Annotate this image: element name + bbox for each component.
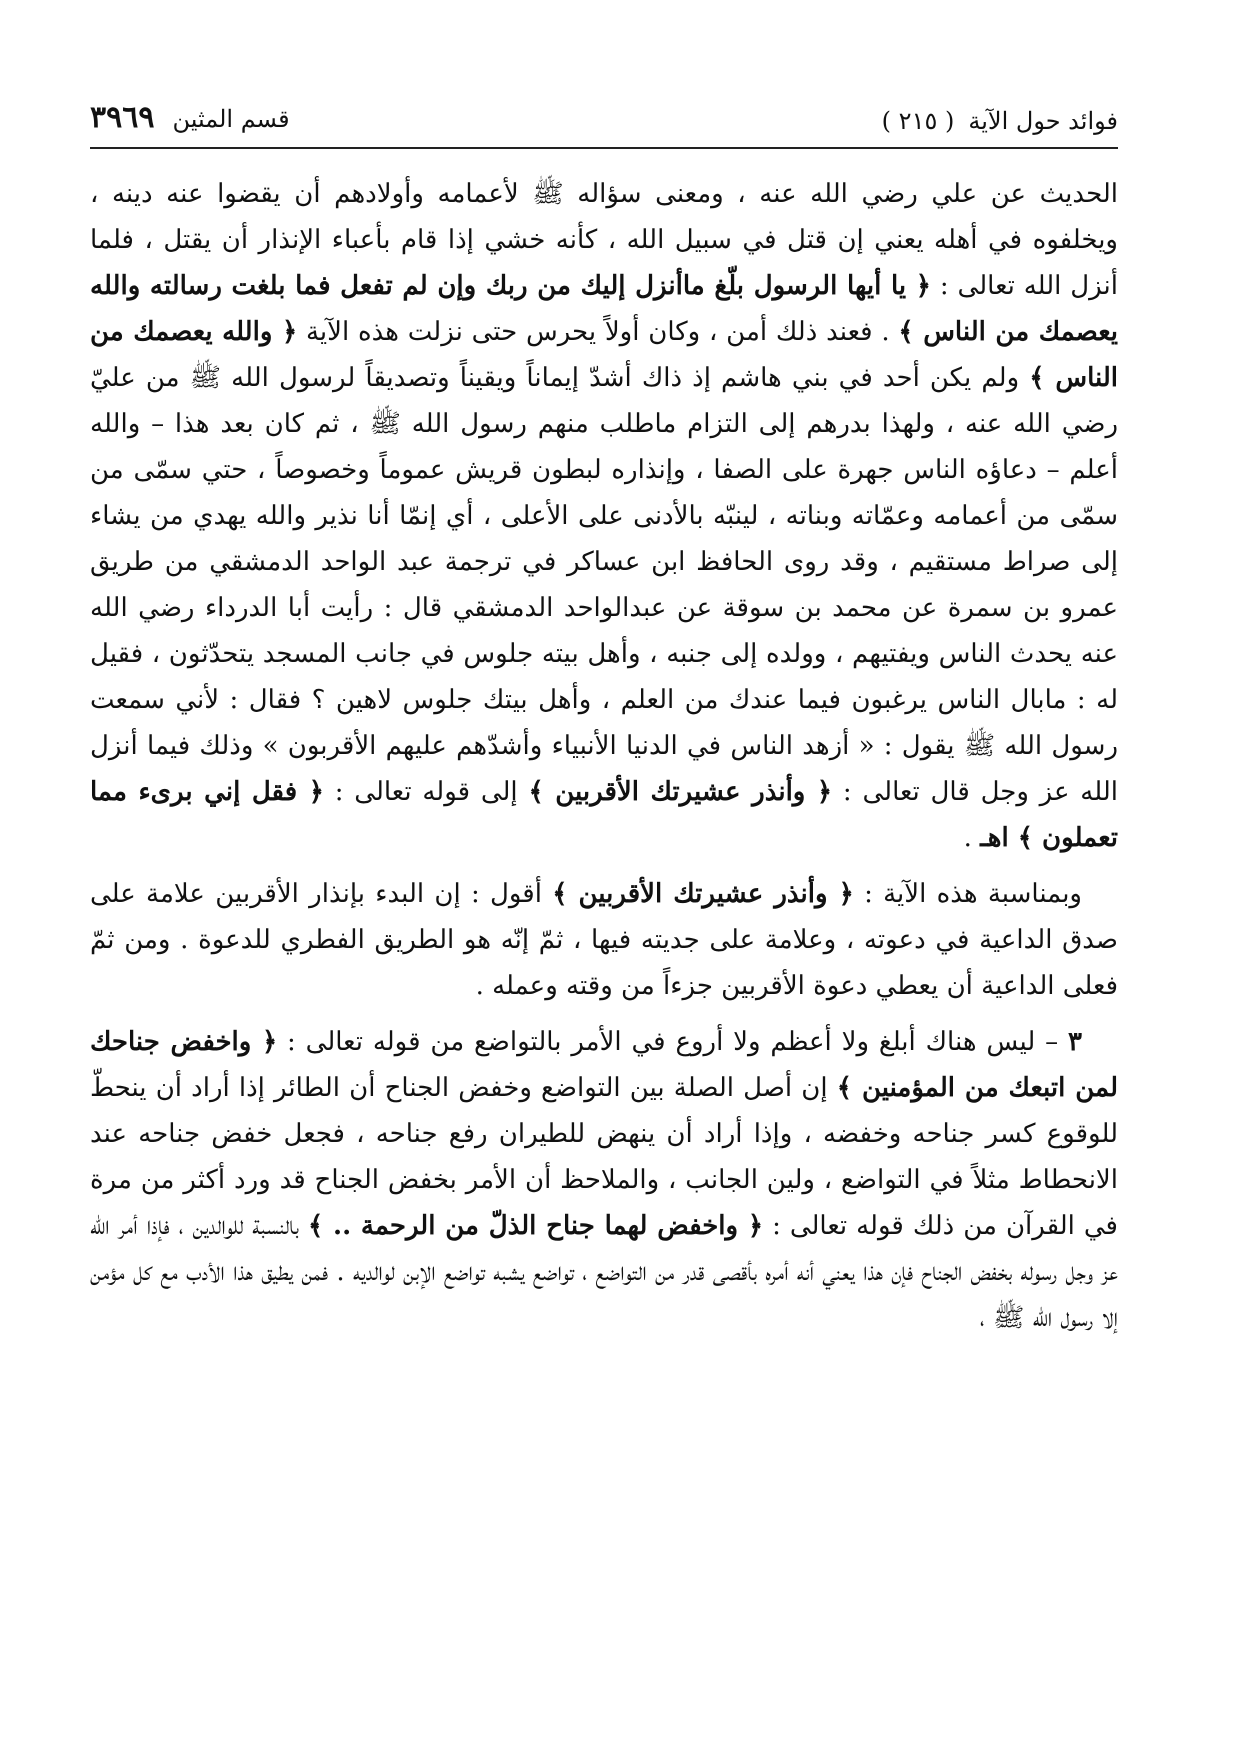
header-rule: [90, 147, 1118, 149]
text-segment: إلى قوله تعالى :: [323, 777, 529, 807]
text-segment: أقول : إن البدء بإنذار الأقربين علامة على صدق الداعية في دعوته ، وعلامة على جديته فيها ، ثمّ إنّه هو الطريق الفطري للدعوة . ومن ثمّ فعلى الداعية أن يعطي دعوة الأقربين جزءاً من وقته وعمله .: [90, 879, 1118, 1001]
text-segment: – ليس هناك أبلغ ولا أعظم ولا أروع في الأمر بالتواضع من قوله تعالى :: [277, 1027, 1069, 1057]
quran-quote: ﴿ وأنذر عشيرتك الأقربين ﴾: [552, 879, 854, 909]
paragraph: [90, 871, 1118, 1009]
quran-quote: ﴿ والله يعصمك من الناس ﴾: [90, 317, 1118, 393]
paragraph: [90, 1019, 1118, 1341]
verse-reference: ( ٢١٥ ): [881, 107, 955, 135]
quran-quote: ٣: [1068, 1027, 1082, 1057]
section-name: قسم المثين: [172, 105, 290, 133]
header-page-group: [90, 100, 290, 135]
text-segment: بالنسبة للوالدين ، فإذا أمر الله عز وجل رسوله بخفض الجناح فإن هذا يعني أنه أمره بأقصى قدر من التواضع ، تواضع يشبه تواضع الإبن لوالديه . فمن يطيق هذا الأدب مع كل مؤمن إلا رسول الله ﷺ ،: [90, 1211, 1118, 1333]
page-number: ٣٩٦٩: [90, 100, 155, 135]
quran-quote: ﴿ يا أيها الرسول بلّغ ماأنزل إليك من ربك وإن لم تفعل فما بلغت رسالته والله يعصمك من الناس ﴾: [90, 271, 1118, 347]
page-header: [90, 85, 1118, 133]
quran-quote: ﴿ فقل إني برىء مما تعملون ﴾ اهـ: [90, 777, 1118, 853]
quran-quote: ﴿ وأنذر عشيرتك الأقربين ﴾: [528, 777, 833, 807]
quran-quote: ﴿ واخفض جناحك لمن اتبعك من المؤمنين ﴾: [90, 1027, 1118, 1103]
page-body: [90, 171, 1118, 1341]
header-title-group: [882, 109, 1118, 133]
text-segment: وبمناسبة هذه الآية :: [853, 879, 1082, 909]
quran-quote: ﴿ واخفض لهما جناح الذلّ من الرحمة .. ﴾: [308, 1211, 764, 1241]
running-title: فوائد حول الآية: [968, 107, 1118, 135]
text-segment: إن أصل الصلة بين التواضع وخفض الجناح أن الطائر إذا أراد أن ينحطّ للوقوع كسر جناحه وخفضه ، وإذا أراد أن ينهض للطيران رفع جناحه ، فجعل خفض جناحه عند الانحطاط مثلاً في التواضع ، ولين الجانب ، والملاحظ أن الأمر بخفض الجناح قد ورد أكثر من مرة في القرآن من ذلك قوله تعالى :: [90, 1073, 1118, 1241]
paragraph: [90, 171, 1118, 861]
text-segment: ولم يكن أحد في بني هاشم إذ ذاك أشدّ إيماناً ويقيناً وتصديقاً لرسول الله ﷺ من عليّ رضي الله عنه ، ولهذا بدرهم إلى التزام ماطلب منهم رسول الله ﷺ ، ثم كان بعد هذا – والله أعلم – دعاؤه الناس جهرة على الصفا ، وإنذاره لبطون قريش عموماً وخصوصاً ، حتي سمّى من سمّى من أعمامه وعمّاته وبناته ، لينبّه بالأدنى على الأعلى ، أي إنمّا أنا نذير والله يهدي من يشاء إلى صراط مستقيم ، وقد روى الحافظ ابن عساكر في ترجمة عبد الواحد الدمشقي من طريق عمرو بن سمرة عن محمد بن سوقة عن عبدالواحد الدمشقي قال : رأيت أبا الدرداء رضي الله عنه يحدث الناس ويفتيهم ، وولده إلى جنبه ، وأهل بيته جلوس في جانب المسجد يتحدّثون ، فقيل له : مابال الناس يرغبون فيما عندك من العلم ، وأهل بيتك جلوس لاهين ؟ فقال : لأني سمعت رسول الله ﷺ يقول : « أزهد الناس في الدنيا الأنبياء وأشدّهم عليهم الأقربون » وذلك فيما أنزل الله عز وجل قال تعالى :: [90, 363, 1119, 807]
text-segment: . فعند ذلك أمن ، وكان أولاً يحرس حتى نزلت هذه الآية: [297, 317, 899, 347]
text-segment: .: [963, 823, 981, 853]
text-segment: الحديث عن علي رضي الله عنه ، ومعنى سؤاله ﷺ لأعمامه وأولادهم أن يقضوا عنه دينه ، ويخلفوه في أهله يعني إن قتل في سبيل الله ، كأنه خشي إذا قام بأعباء الإنذار أن يقتل ، فلما أنزل الله تعالى :: [90, 179, 1118, 301]
